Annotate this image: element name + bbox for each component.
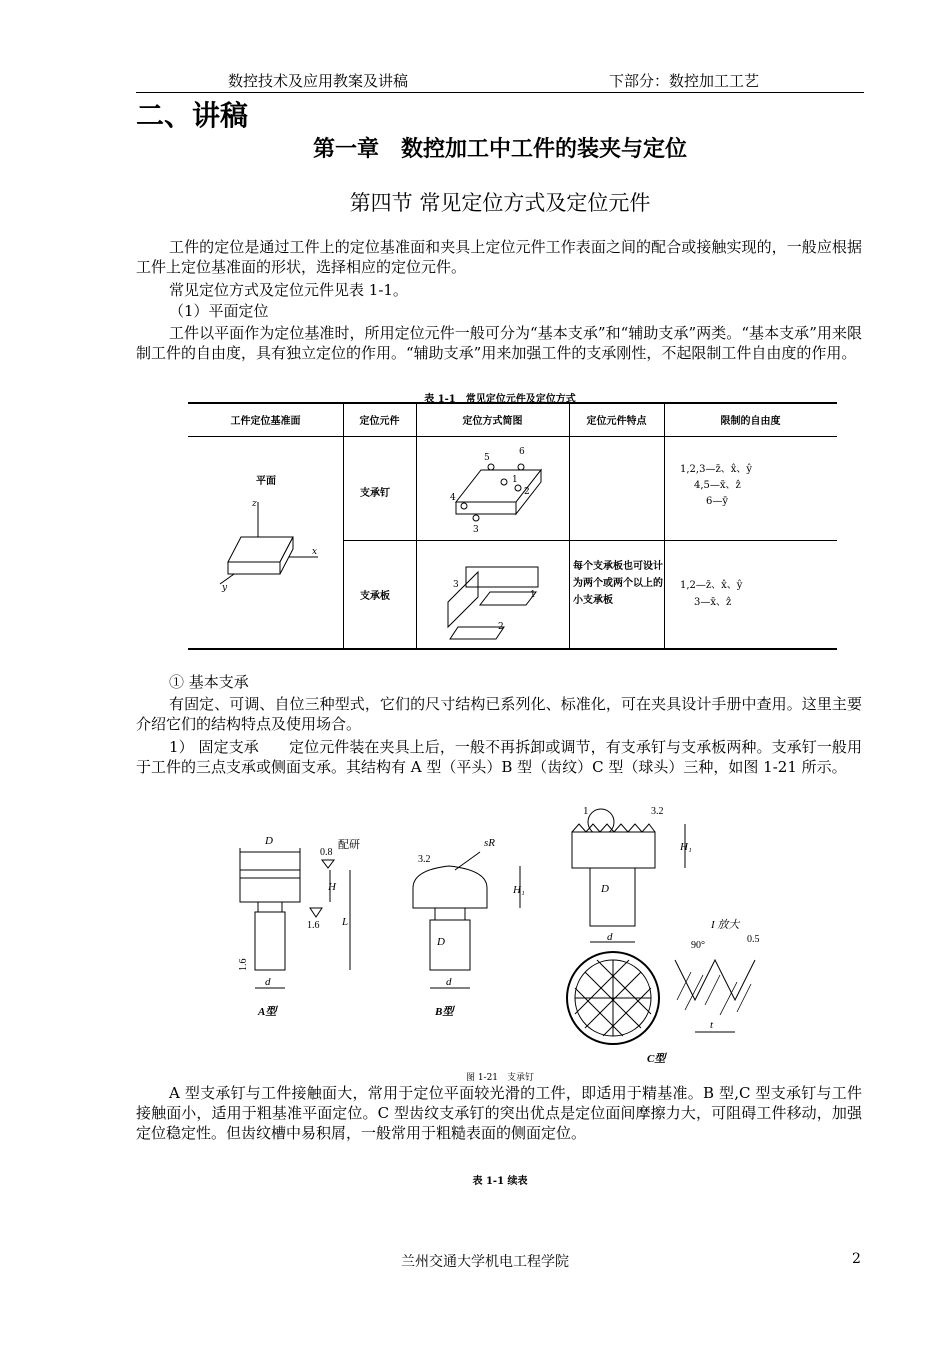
pin-type-c <box>567 805 760 1065</box>
th-dof: 限制的自由度 <box>720 416 781 427</box>
cell-feature-plate: 每个支承板也可设计为两个或两个以上的小支承板 <box>573 561 663 606</box>
pin-label-6: 6 <box>519 447 525 457</box>
fig-c-d: d <box>607 931 613 943</box>
plate-diagram <box>438 547 548 642</box>
th-element: 定位元件 <box>359 416 400 427</box>
subsection-title: 第四节 常见定位方式及定位元件 <box>349 191 651 215</box>
fig-a-type: A型 <box>258 1006 277 1018</box>
footer-school: 兰州交通大学机电工程学院 <box>401 1254 569 1270</box>
chapter-title: 第一章 数控加工中工件的装夹与定位 <box>312 136 687 162</box>
fig-c-ball: 1 <box>583 805 589 817</box>
axis-z: z <box>252 499 257 509</box>
section-title: 二、讲稿 <box>136 99 249 132</box>
figure-support-pins <box>225 800 775 1070</box>
header-rule <box>136 92 864 93</box>
cell-base-surface: 平面 <box>256 476 276 487</box>
figure-caption: 图 1-21 支承钉 <box>465 1073 535 1083</box>
table-caption: 表 1-1 常见定位元件及定位方式 <box>424 394 576 405</box>
axis-y: y <box>222 583 228 592</box>
fig-a-r2: 配研 <box>338 839 360 851</box>
fig-c-type: C型 <box>647 1053 666 1065</box>
dof-plate-line-2: 3—x̄、ẑ <box>694 597 732 608</box>
table-1-1 <box>188 402 837 650</box>
fig-a-r1: 0.8 <box>320 847 333 858</box>
cell-dof-pin <box>680 462 752 510</box>
axis-x: x <box>312 547 318 557</box>
paragraph-intro: 工件的定位是通过工件上的定位基准面和夹具上定位元件工作表面之间的配合或接触实现的，一般应根据工件上定位基准面的形状，选择相应的定位元件。 <box>136 238 862 276</box>
plate-label-1: 1 <box>530 590 536 600</box>
fig-c-t: t <box>710 1019 714 1031</box>
paragraph-plane: 工件以平面作为定位基准时，所用定位元件一般可分为“基本支承”和“辅助支承”两类。“基本支承”用来限制工件的自由度，具有独立定位的作用。“辅助支承”用来加强工件的支承刚性，不起限制工件自由度的作用。 <box>136 324 862 362</box>
pin-label-1: 1 <box>512 475 518 485</box>
fig-a-D: D <box>265 835 273 847</box>
th-feature: 定位元件特点 <box>586 416 647 427</box>
th-base-surface: 工件定位基准面 <box>230 416 301 427</box>
paragraph-pin-comparison: A 型支承钉与工件接触面大，常用于定位平面较光滑的工件，即适用于精基准。B 型,C 型支承钉与工件接触面小，适用于粗基准平面定位。C 型齿纹支承钉的突出优点是定位面间摩擦力大，可阻碍工件移动，加强定位稳定性。但齿纹槽中易积屑，一般常用于粗糙表面的侧面定位。 <box>136 1084 862 1142</box>
header-left: 数控技术及应用教案及讲稿 <box>228 72 409 90</box>
fig-a-r4: 1.6 <box>238 958 249 971</box>
fig-b-r: 3.2 <box>418 854 431 865</box>
dof-plate-line-1: 1,2—z̄、x̂、ŷ <box>680 580 743 591</box>
fig-c-angle: 90° <box>691 940 705 951</box>
pin-label-5: 5 <box>484 453 490 463</box>
table-cont-caption: 表 1-1 续表 <box>472 1176 528 1187</box>
fig-c-D: D <box>601 883 609 895</box>
pin-diagram <box>446 442 551 534</box>
paragraph-basic-support-heading: ① 基本支承 <box>169 673 249 691</box>
header-right: 下部分：数控加工工艺 <box>609 72 760 90</box>
paragraph-fixed-support: 1） 固定支承 定位元件装在夹具上后，一般不再拆卸或调节，有支承钉与支承板两种。支承钉一般用于工件的三点支承或侧面支承。其结构有 A 型（平头）B 型（齿纹）C 型（球头）三种，如图 1-21 所示。 <box>136 738 862 776</box>
fig-b-sR: sR <box>484 837 495 849</box>
fig-a-H: H <box>328 881 336 893</box>
fig-a-d: d <box>265 976 271 988</box>
pin-type-a <box>238 835 360 1018</box>
pin-type-b <box>413 837 525 1018</box>
dof-pin-line-2: 4,5—x̄、ẑ <box>694 480 741 491</box>
cell-element-pin: 支承钉 <box>360 488 390 499</box>
fig-a-r3: 1.6 <box>307 920 320 931</box>
plate-label-2: 2 <box>498 622 504 632</box>
cell-dof-plate <box>680 577 742 611</box>
fig-b-d: d <box>446 976 452 988</box>
dof-pin-line-3: 6—ȳ <box>706 496 729 507</box>
fig-c-pitch: 0.5 <box>747 934 760 945</box>
paragraph-table-ref: 常见定位方式及定位元件见表 1-1。 <box>169 281 408 299</box>
fig-b-H1: H₁ <box>513 884 525 896</box>
paragraph-plane-heading: （1）平面定位 <box>169 302 269 320</box>
fig-b-type: B型 <box>435 1006 454 1018</box>
fig-c-H1: H₁ <box>680 841 692 853</box>
fig-c-enlarge: I 放大 <box>711 919 740 931</box>
fig-c-r: 3.2 <box>651 806 664 817</box>
fig-b-D: D <box>437 936 445 948</box>
dof-pin-line-1: 1,2,3—z̄、x̂、ŷ <box>680 464 753 475</box>
fig-a-L: L <box>342 916 349 928</box>
plane-axis-diagram <box>208 492 328 592</box>
cell-element-plate: 支承板 <box>360 591 390 602</box>
pin-label-2: 2 <box>524 487 530 497</box>
th-diagram: 定位方式简图 <box>462 416 523 427</box>
pin-label-3: 3 <box>473 525 479 534</box>
plate-label-3: 3 <box>453 580 459 590</box>
page-number: 2 <box>852 1251 861 1267</box>
paragraph-basic-support: 有固定、可调、自位三种型式，它们的尺寸结构已系列化、标准化，可在夹具设计手册中查用。这里主要介绍它们的结构特点及使用场合。 <box>136 695 862 733</box>
pin-label-4: 4 <box>450 493 456 503</box>
